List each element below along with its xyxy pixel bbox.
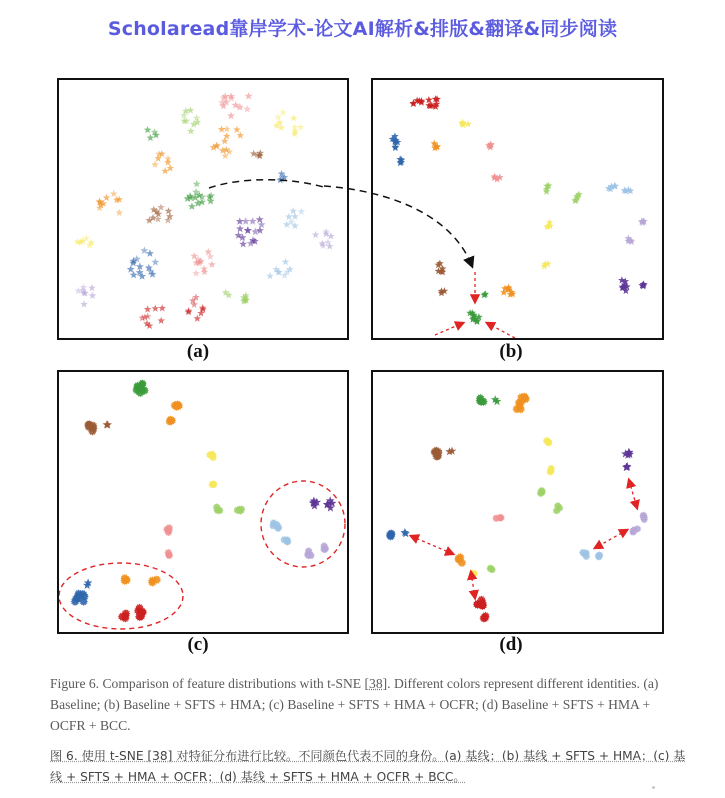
tsne-point [243, 105, 251, 113]
cluster-brown-b [103, 420, 113, 428]
cluster-brown [430, 446, 443, 461]
panel-label-c: (c) [187, 634, 209, 655]
tsne-point [236, 217, 244, 225]
cluster-lavender [304, 547, 315, 560]
tsne-point [324, 238, 332, 245]
tsne-panel-b [371, 78, 664, 340]
cluster-pink [218, 92, 253, 119]
cluster-lightblue [605, 182, 619, 192]
tsne-point [193, 180, 201, 188]
cluster-blue [386, 529, 396, 541]
tsne-point [157, 317, 165, 324]
tsne-point [147, 134, 155, 141]
tsne-point [201, 268, 209, 275]
cluster-red [118, 609, 131, 623]
cluster-red-b [425, 95, 441, 110]
cluster-orange-c [96, 190, 123, 216]
red-arrow-right [487, 323, 515, 338]
cluster-lightgreen [180, 106, 201, 134]
tsne-point [157, 203, 165, 210]
tsne-point [623, 463, 632, 471]
cluster-yellow [458, 119, 472, 129]
cluster-lightgreen-b [553, 502, 564, 515]
cluster-red-b [134, 604, 148, 622]
tsne-point [244, 226, 252, 234]
cluster-orange-b [500, 284, 516, 298]
tsne-point [233, 126, 241, 133]
decorative-dot [652, 786, 655, 789]
cluster-orange-c [454, 553, 466, 567]
tsne-panel-d [371, 370, 664, 634]
cluster-blue [127, 246, 160, 279]
tsne-point [187, 127, 195, 134]
tsne-point [251, 228, 259, 236]
tsne-point [205, 248, 213, 255]
tsne-point [290, 114, 298, 121]
cluster-yellow-b [74, 234, 95, 248]
caption-en-text: Figure 6. Comparison of feature distributions with t-SNE [ [50, 676, 370, 691]
caption-zh-text: 图 6. 使用 t-SNE [50, 749, 148, 763]
cluster-lavender [638, 217, 648, 226]
tsne-point [298, 208, 306, 215]
cluster-orange-c [120, 574, 131, 586]
tsne-point [289, 207, 297, 214]
tsne-point [154, 215, 162, 222]
tsne-point [192, 269, 200, 276]
tsne-point [144, 126, 152, 133]
cluster-orange-b [165, 415, 176, 426]
tsne-point [279, 109, 287, 116]
cluster-lightgreen [537, 487, 547, 498]
cluster-green-b [481, 290, 490, 298]
cluster-purple [309, 497, 321, 510]
citation-link-38[interactable]: 38 [369, 676, 383, 691]
cluster-lightblue-b [266, 258, 294, 279]
cluster-blue [71, 589, 89, 606]
cluster-lightblue [269, 519, 282, 532]
tsne-point [164, 159, 172, 166]
cluster-lightgreen-b [222, 289, 250, 305]
tsne-point [297, 123, 305, 130]
cluster-blue [389, 132, 402, 151]
app-banner-title: Scholaread靠岸学术-论文AI解析&排版&翻译&同步阅读 [107, 18, 618, 40]
panel-label-d: (d) [499, 634, 523, 655]
double-arrow-blue-orange [411, 536, 453, 554]
tsne-point [401, 529, 410, 537]
tsne-point [144, 305, 152, 312]
double-arrow-purple-lavender [629, 480, 637, 508]
cluster-yellow [273, 109, 305, 138]
cluster-brown-b [445, 447, 456, 456]
tsne-point [89, 292, 97, 299]
cluster-lavender [639, 511, 648, 523]
caption-en-text-rest: ]. Different colors represent different identities. (a) Baseline; (b) Baseline + SFTS + HMA; (c) Baseline + SFTS + HMA + OCFR; (d) Baseline + SFTS + HMA + OCFR + BCC. [50, 676, 659, 733]
tsne-point [481, 291, 489, 298]
tsne-point [130, 271, 138, 279]
cluster-blue-b [396, 155, 405, 166]
cluster-lavender [312, 228, 335, 250]
cluster-orange [431, 140, 442, 152]
tsne-point [312, 231, 320, 238]
cluster-brown [435, 260, 447, 276]
cluster-yellow-b [208, 480, 218, 488]
cluster-lightgreen-c [487, 564, 497, 573]
figure-caption-english [50, 673, 680, 736]
tsne-point [282, 258, 290, 265]
cluster-red [139, 304, 167, 329]
tsne-point [208, 261, 216, 268]
cluster-purple-b [638, 280, 647, 289]
cluster-pink [163, 524, 173, 536]
tsne-point [223, 132, 231, 139]
tsne-point [194, 315, 202, 322]
cluster-brown-b [146, 203, 174, 223]
tsne-point [227, 112, 235, 120]
panel-label-a: (a) [186, 341, 210, 362]
tsne-point [239, 240, 247, 248]
cluster-orange-b [151, 150, 174, 174]
cluster-lightgreen-b [233, 505, 245, 515]
tsne-point [237, 131, 245, 138]
cluster-lightblue-b [621, 186, 635, 194]
cluster-brown-b [438, 287, 449, 296]
cluster-yellow [543, 437, 553, 447]
cluster-lavender-b [629, 525, 641, 536]
cluster-lightblue-b [280, 536, 291, 546]
caption-zh-text-rest: 对特征分布进行比较。不同颜色代表不同的身份。(a) 基线；(b) 基线 + SFTS + HMA；(c) 基线 + SFTS + HMA + OCFR；(d) 基线 + SFTS + HMA + OCFR + BCC。 [50, 749, 686, 784]
tsne-point [158, 304, 166, 311]
double-arrow-lavender-lightblue [595, 530, 627, 548]
citation-link-38-zh[interactable]: [38] [147, 749, 173, 763]
cluster-pink [485, 140, 495, 150]
cluster-lightblue [283, 207, 305, 229]
tsne-point [185, 308, 193, 315]
tsne-point [151, 161, 159, 168]
cluster-green [184, 180, 216, 210]
cluster-blue-a [276, 170, 288, 184]
tsne-point [242, 217, 250, 225]
tsne-point [103, 194, 111, 201]
tsne-point [151, 258, 159, 266]
tsne-point [152, 305, 160, 312]
tsne-point [639, 219, 647, 226]
cluster-orange [210, 125, 245, 159]
tsne-point [88, 284, 96, 291]
cluster-orange-d [148, 575, 161, 587]
cluster-pink-b [191, 248, 216, 277]
tsne-point [146, 249, 154, 257]
cluster-green [132, 379, 149, 397]
tsne-point [218, 125, 226, 132]
tsne-point [193, 114, 201, 121]
cluster-yellow-b [546, 465, 555, 476]
tsne-point [136, 262, 144, 270]
cluster-red-b [185, 293, 207, 321]
tsne-point [274, 113, 282, 120]
cluster-green-small [144, 126, 160, 141]
cluster-brown [250, 149, 264, 159]
cluster-brown [84, 420, 98, 436]
cluster-red-b [479, 612, 490, 623]
tsne-point [110, 190, 118, 197]
cluster-lightgreen [543, 182, 553, 195]
cluster-pink-b [164, 549, 173, 560]
cluster-yellow-c [540, 260, 551, 270]
tsne-point [256, 215, 264, 223]
cluster-lavender-b [625, 234, 636, 245]
tsne-point [236, 225, 244, 233]
cluster-orange [170, 400, 183, 411]
tsne-point [165, 207, 173, 214]
tsne-point [116, 209, 124, 216]
cluster-purple [235, 215, 266, 247]
tsne-panel-a [57, 78, 349, 340]
figure-caption-chinese [50, 746, 690, 788]
dashed-arrow-start [209, 180, 327, 188]
cluster-blue-b [83, 578, 93, 589]
cluster-pink [492, 514, 505, 523]
tsne-point [245, 92, 253, 100]
panel-label-b: (b) [499, 341, 523, 362]
cluster-yellow-c [468, 569, 478, 578]
tsne-point [266, 272, 274, 279]
cluster-green [476, 394, 488, 407]
cluster-purple-b [323, 496, 337, 511]
cluster-lightgreen-b [571, 191, 582, 205]
tsne-point [256, 226, 264, 234]
cluster-pink-b [491, 173, 504, 183]
red-arrow-left [435, 323, 463, 335]
cluster-yellow-b [543, 219, 554, 231]
tsne-point [464, 120, 472, 127]
tsne-point [249, 217, 257, 225]
cluster-green [466, 309, 483, 325]
cluster-blue-b [401, 528, 411, 537]
cluster-lightblue-b [595, 551, 604, 561]
cluster-lavender-b [320, 542, 329, 553]
cluster-lavender-b [75, 283, 97, 307]
cluster-green-b [491, 395, 501, 405]
cluster-purple-b [622, 462, 631, 471]
cluster-lightblue [579, 549, 590, 561]
cluster-lightgreen [213, 503, 224, 514]
cluster-purple [618, 276, 631, 294]
tsne-point [188, 202, 196, 210]
cluster-red [409, 97, 425, 107]
tsne-point [80, 300, 88, 307]
tsne-panel-c [57, 370, 349, 634]
cluster-yellow [206, 450, 217, 461]
cluster-purple [621, 448, 634, 459]
